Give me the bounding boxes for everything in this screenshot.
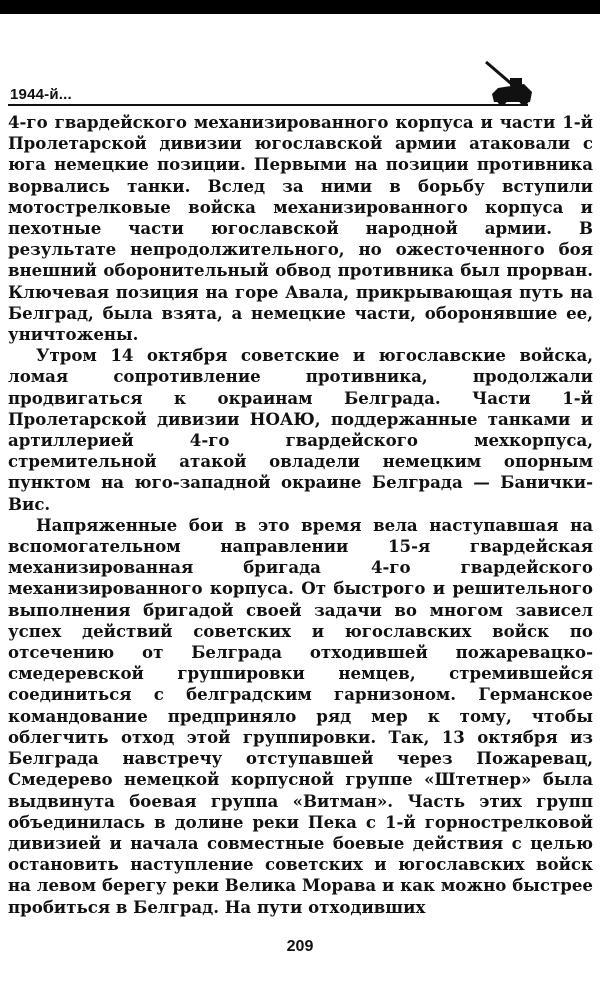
header-rule <box>8 104 528 106</box>
top-border-bar <box>0 0 600 14</box>
paragraph-3: Напряженные бои в это время вела наступавшая на вспомогательном направлении 15-я гвардейская механизированная бригада 4-го гвардейского механизированного корпуса. От быстрого и решительного выполнения бригадой своей задачи во многом зависел успех действий советских и югославских войск по отсечению от Белграда отходившей пожаревацко-смедеревской группировки немцев, стремившейся соединиться с белградским гарнизоном. Германское командование предприняло ряд мер к тому, чтобы облегчить отход этой группировки. Так, 13 октября из Белграда навстречу отступавшей через Пожаревац, Смедерево немецкой корпусной группе «Штетнер» была выдвинута боевая группа «Витман». Часть этих групп объединилась в долине реки Пека с 1-й горнострелковой дивизией и начала совместные боевые действия с целью остановить наступление советских и югославских войск на левом берегу реки Велика Морава и как можно быстрее пробиться в Белград. На пути отходивших <box>8 514 593 917</box>
body-text <box>8 112 593 918</box>
artillery-gun-icon <box>480 58 538 106</box>
paragraph-1: 4-го гвардейского механизированного корпуса и части 1-й Пролетарской дивизии югославской армии атаковали с юга немецкие позиции. Первыми на позиции противника ворвались танки. Вслед за ними в борьбу вступили мотострелковые войска механизированного корпуса и пехотные части югославской народной армии. В результате непродолжительного, но ожесточенного боя внешний оборонительный обвод противника был прорван. Ключевая позиция на горе Авала, прикрывающая путь на Белград, была взята, а немецкие части, оборонявшие ее, уничтожены. <box>8 112 593 345</box>
page-number: 209 <box>286 938 314 955</box>
running-title: 1944-й... <box>10 86 72 103</box>
paragraph-2: Утром 14 октября советские и югославские войска, ломая сопротивление противника, продолжали продвигаться к окраинам Белграда. Части 1-й Пролетарской дивизии НОАЮ, поддержанные танками и артиллерией 4-го гвардейского мехкорпуса, стремительной атакой овладели немецким опорным пунктом на юго-западной окраине Белграда — Банички-Вис. <box>8 345 593 514</box>
